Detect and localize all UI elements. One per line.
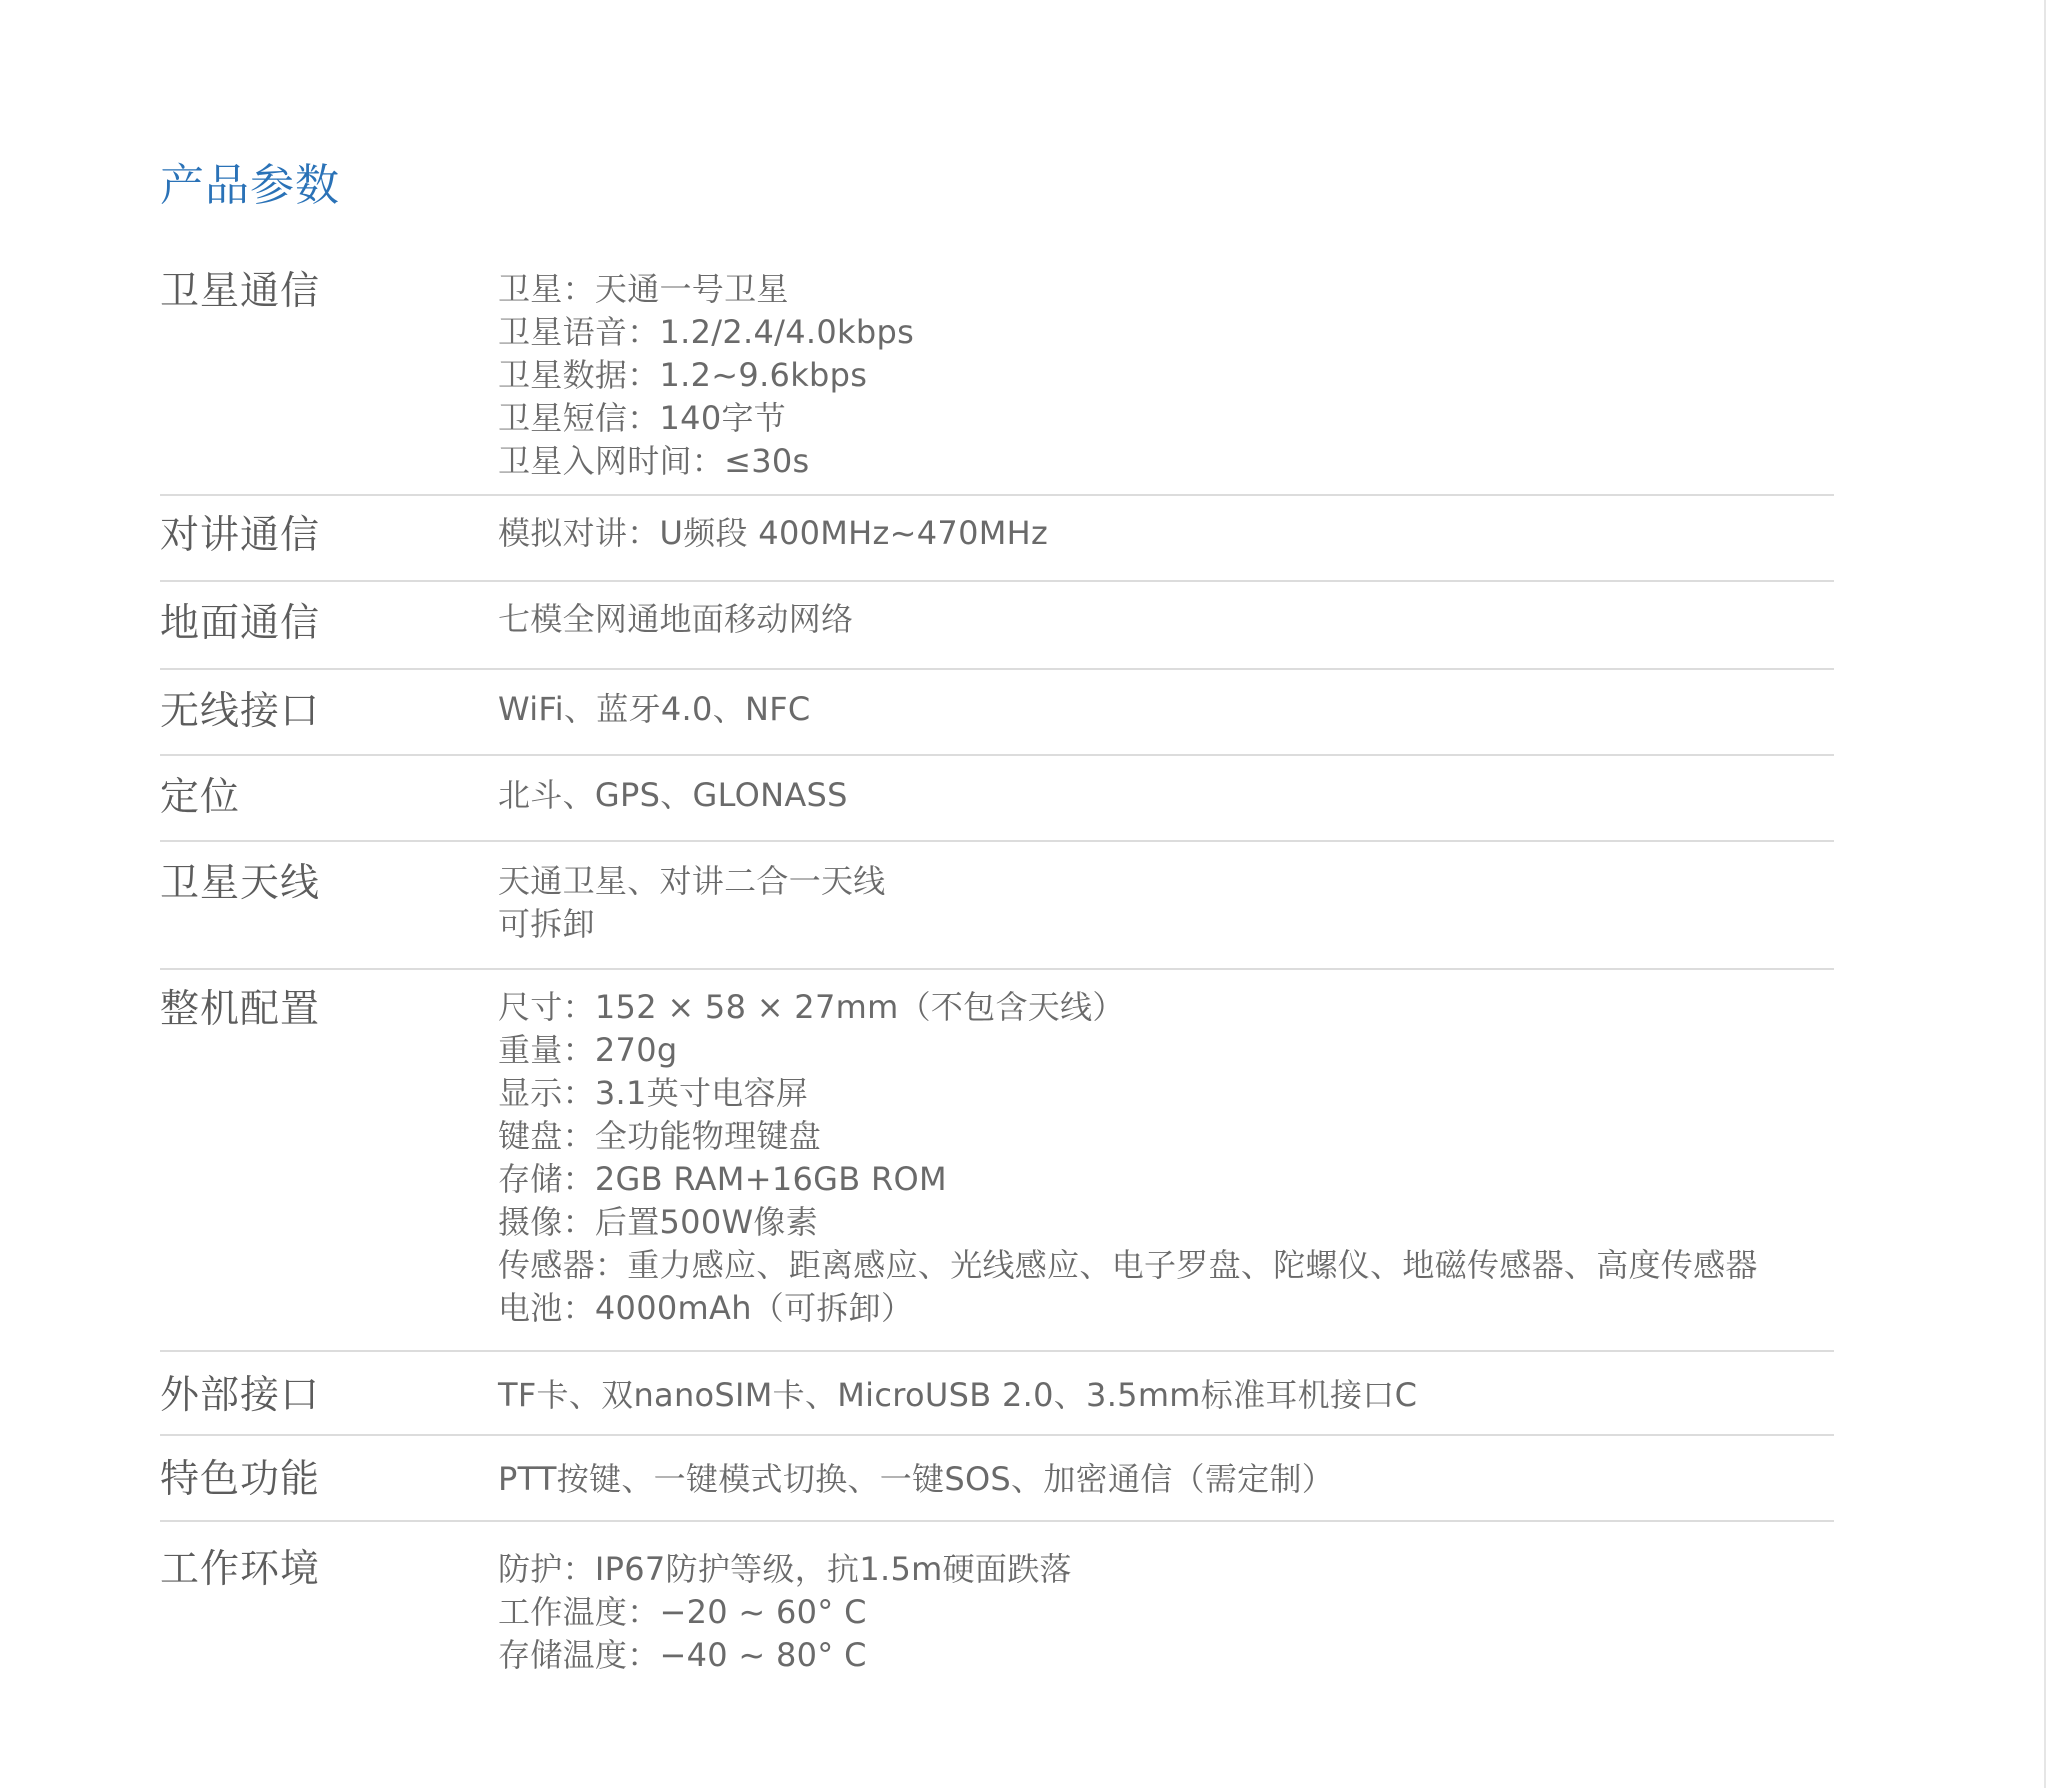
spec-label: 特色功能	[160, 1457, 321, 1502]
spec-label: 卫星天线	[160, 861, 321, 906]
spec-row	[160, 1352, 1834, 1436]
spec-values	[498, 1458, 1834, 1501]
spec-label: 对讲通信	[160, 513, 321, 558]
spec-values	[498, 688, 1834, 731]
spec-values	[498, 986, 1834, 1330]
spec-values	[498, 598, 1834, 641]
spec-value-line: 卫星语音：1.2/2.4/4.0kbps	[498, 313, 915, 351]
spec-value-line: 卫星入网时间：≤30s	[498, 442, 810, 480]
spec-value-line: 存储温度：−40 ~ 80° C	[498, 1636, 867, 1674]
spec-value-line: 卫星：天通一号卫星	[498, 270, 789, 308]
spec-value-line: WiFi、蓝牙4.0、NFC	[498, 690, 811, 728]
spec-value-line: 卫星数据：1.2~9.6kbps	[498, 356, 868, 394]
spec-table	[160, 264, 1834, 1706]
spec-label: 无线接口	[160, 689, 321, 734]
spec-values	[498, 512, 1834, 555]
spec-row	[160, 970, 1834, 1352]
spec-row	[160, 582, 1834, 670]
spec-label: 卫星通信	[160, 269, 321, 314]
spec-values	[498, 1548, 1834, 1677]
spec-value-line: 电池：4000mAh（可拆卸）	[498, 1289, 914, 1327]
spec-row	[160, 756, 1834, 842]
page-title: 产品参数	[160, 160, 340, 211]
spec-values	[498, 1374, 1834, 1417]
spec-value-line: 北斗、GPS、GLONASS	[498, 776, 848, 814]
spec-values	[498, 860, 1834, 946]
page-edge-divider	[2044, 0, 2046, 1788]
spec-row	[160, 1436, 1834, 1522]
spec-label: 地面通信	[160, 601, 321, 646]
spec-value-line: 摄像：后置500W像素	[498, 1203, 819, 1241]
spec-label: 整机配置	[160, 987, 321, 1032]
spec-row	[160, 264, 1834, 496]
spec-value-line: 显示：3.1英寸电容屏	[498, 1074, 809, 1112]
spec-row	[160, 496, 1834, 582]
spec-value-line: PTT按键、一键模式切换、一键SOS、加密通信（需定制）	[498, 1460, 1335, 1498]
spec-label: 定位	[160, 775, 241, 820]
spec-value-line: 存储：2GB RAM+16GB ROM	[498, 1160, 947, 1198]
spec-value-line: 键盘：全功能物理键盘	[498, 1117, 822, 1155]
spec-value-line: 防护：IP67防护等级，抗1.5m硬面跌落	[498, 1550, 1072, 1588]
spec-value-line: 传感器：重力感应、距离感应、光线感应、电子罗盘、陀螺仪、地磁传感器、高度传感器	[498, 1246, 1758, 1284]
spec-value-line: 尺寸：152 × 58 × 27mm（不包含天线）	[498, 988, 1125, 1026]
spec-value-line: 模拟对讲：U频段 400MHz~470MHz	[498, 514, 1049, 552]
spec-value-line: 七模全网通地面移动网络	[498, 600, 854, 638]
spec-row	[160, 670, 1834, 756]
spec-value-line: 天通卫星、对讲二合一天线	[498, 862, 886, 900]
spec-value-line: TF卡、双nanoSIM卡、MicroUSB 2.0、3.5mm标准耳机接口C	[498, 1376, 1418, 1414]
spec-label: 工作环境	[160, 1547, 321, 1592]
spec-row	[160, 1522, 1834, 1706]
spec-values	[498, 268, 1834, 483]
spec-row	[160, 842, 1834, 970]
spec-value-line: 工作温度：−20 ~ 60° C	[498, 1593, 867, 1631]
spec-value-line: 重量：270g	[498, 1031, 678, 1069]
spec-value-line: 卫星短信：140字节	[498, 399, 787, 437]
spec-value-line: 可拆卸	[498, 905, 595, 943]
spec-values	[498, 774, 1834, 817]
spec-label: 外部接口	[160, 1373, 321, 1418]
